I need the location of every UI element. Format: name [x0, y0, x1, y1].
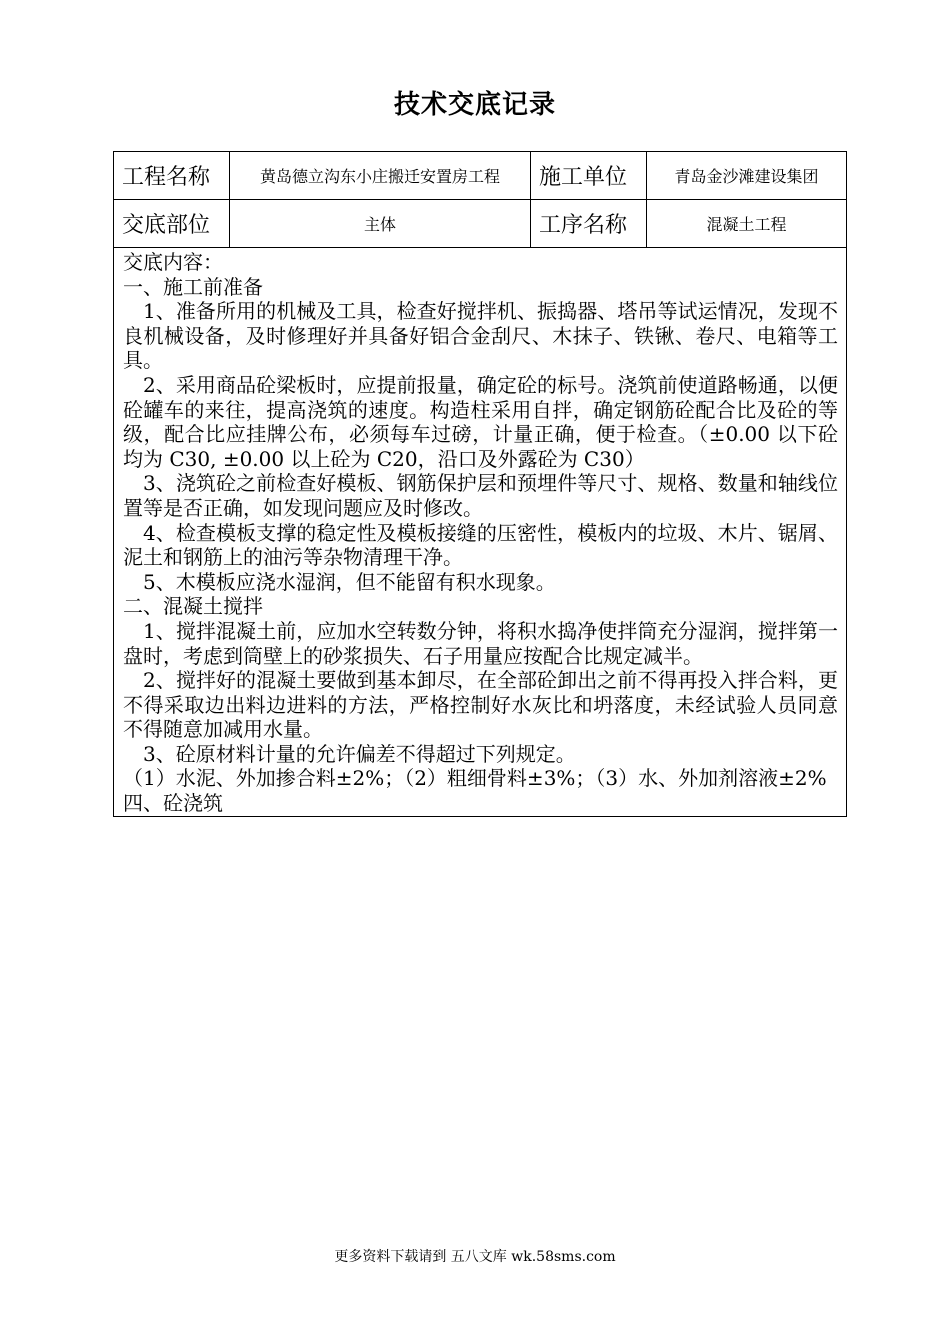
disclosure-content: [114, 248, 847, 817]
content-paragraph: 3、浇筑砼之前检查好模板、钢筋保护层和预埋件等尺寸、规格、数量和轴线位置等是否正确，如发现问题应及时修改。: [123, 471, 838, 520]
section-heading: 二、混凝土搅拌: [123, 594, 263, 619]
project-name-value: 黄岛德立沟东小庄搬迁安置房工程: [230, 152, 531, 200]
page-title: 技术交底记录: [393, 90, 556, 120]
content-row: [114, 248, 847, 817]
section-heading: 四、砼浇筑: [123, 791, 223, 816]
content-paragraph: 2、采用商品砼梁板时，应提前报量，确定砼的标号。浇筑前使道路畅通，以便砼罐车的来往，提高浇筑的速度。构造柱采用自拌，确定钢筋砼配合比及砼的等级，配合比应挂牌公布，必须每车过磅，计量正确，便于检查。（±0.00 以下砼均为 C30, ±0.00 以上砼为 C20，沿口及外露砼为 C30）: [123, 372, 838, 471]
project-name-label: 工程名称: [114, 152, 230, 200]
content-paragraph: 1、准备所用的机械及工具，检查好搅拌机、振捣器、塔吊等试运情况，发现不良机械设备，及时修理好并具备好铝合金刮尺、木抹子、铁锹、卷尺、电箱等工具。: [123, 299, 838, 373]
content-paragraph: 4、检查模板支撑的稳定性及模板接缝的压密性，模板内的垃圾、木片、锯屑、泥土和钢筋上的油污等杂物清理干净。: [123, 520, 838, 570]
process-value: 混凝土工程: [647, 200, 847, 248]
content-paragraph: 2、搅拌好的混凝土要做到基本卸尽，在全部砼卸出之前不得再投入拌合料，更不得采取边出料边进料的方法，严格控制好水灰比和坍落度，未经试验人员同意不得随意加减用水量。: [123, 668, 838, 742]
content-paragraph: 交底内容：: [123, 250, 223, 274]
location-value: 主体: [230, 200, 531, 248]
content-paragraph: 1、搅拌混凝土前，应加水空转数分钟，将积水捣净使拌筒充分湿润，搅拌第一盘时，考虑到筒壁上的砂浆损失、石子用量应按配合比规定减半。: [123, 618, 838, 668]
section-heading: 一、施工前准备: [123, 274, 263, 299]
record-table: [113, 151, 847, 817]
content-paragraph: 5、木模板应浇水湿润，但不能留有积水现象。: [143, 569, 556, 594]
contractor-label: 施工单位: [531, 152, 647, 200]
contractor-value: 青岛金沙滩建设集团: [647, 152, 847, 200]
process-label: 工序名称: [531, 200, 647, 248]
footer-text: 更多资料下载请到 五八文库 wk.58sms.com: [334, 1249, 616, 1265]
location-label: 交底部位: [114, 200, 230, 248]
content-paragraph: 3、砼原材料计量的允许偏差不得超过下列规定。: [143, 741, 576, 766]
content-paragraph: （1）水泥、外加掺合料±2%；（2）粗细骨料±3%；（3）水、外加剂溶液±2%: [123, 766, 827, 791]
header-row-location: [114, 200, 847, 248]
header-row-project: [114, 152, 847, 200]
